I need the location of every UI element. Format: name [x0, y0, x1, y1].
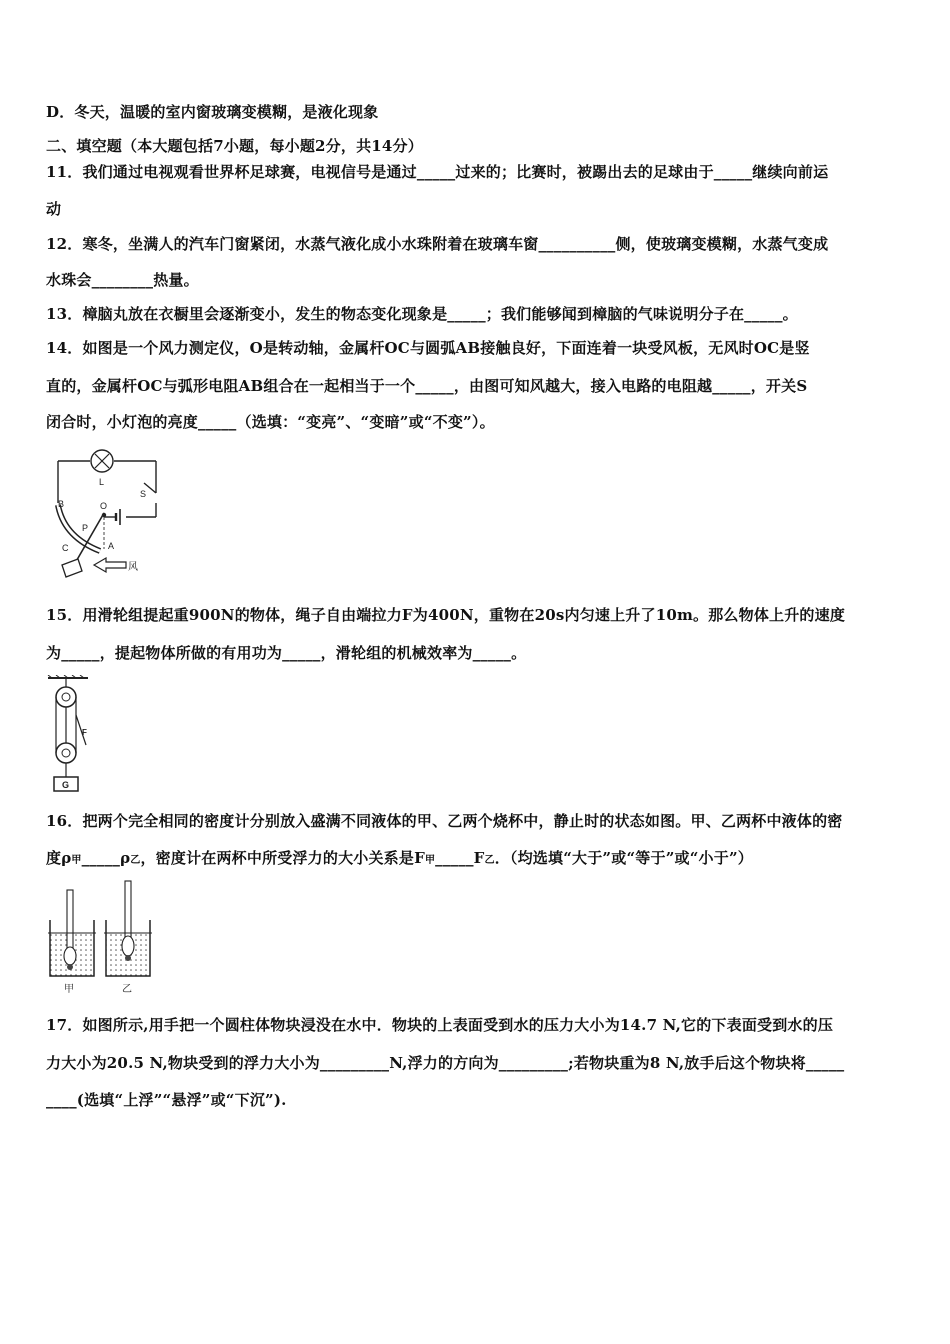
question-11-line-2: 动 [46, 200, 62, 218]
switch-label: S [140, 489, 147, 499]
question-11-line-1: 11．我们通过电视观看世界杯足球赛，电视信号是通过_____过来的；比赛时，被踢出去的足球由于_____继续向前运 [46, 163, 829, 181]
point-c-label: C [62, 543, 69, 553]
option-d: D．冬天，温暖的室内窗玻璃变模糊，是液化现象 [46, 103, 379, 121]
question-17-line-2: 力大小为20.5 N,物块受到的浮力大小为_________N,浮力的方向为_________;若物块重为8 N,放手后这个物块将_____ [46, 1054, 845, 1072]
point-o-label: O [100, 501, 108, 511]
question-16-line-2: 度ρ甲_____ρ乙，密度计在两杯中所受浮力的大小关系是F甲_____F乙．（均选填“大于”或“等于”或“小于”） [46, 849, 753, 867]
wind-meter-figure [44, 445, 166, 585]
question-14-line-2: 直的，金属杆OC与弧形电阻AB组合在一起相当于一个_____，由图可知风越大，接入电路的电阻越_____，开关S [46, 377, 808, 395]
point-b-label: B [58, 499, 65, 509]
hydrometer-right [125, 881, 131, 939]
beaker-right-label: 乙 [122, 984, 132, 995]
lamp-label: L [99, 477, 105, 487]
point-p-label: P [82, 523, 89, 533]
question-15-line-1: 15．用滑轮组提起重900N的物体，绳子自由端拉力F为400N，重物在20s内匀速上升了10m。那么物体上升的速度 [46, 606, 846, 624]
section-heading: 二、填空题（本大题包括7小题，每小题2分，共14分） [46, 137, 423, 155]
beaker-left-label: 甲 [64, 984, 74, 995]
question-14-line-3: 闭合时，小灯泡的亮度_____（选填：“变亮”、“变暗”或“不变”）。 [46, 413, 495, 431]
question-15-line-2: 为_____，提起物体所做的有用功为_____，滑轮组的机械效率为_____。 [46, 644, 527, 662]
force-label: F [82, 728, 87, 737]
question-12-line-1: 12．寒冬，坐满人的汽车门窗紧闭，水蒸气液化成小水珠附着在玻璃车窗__________侧，使玻璃变模糊，水蒸气变成 [46, 235, 829, 253]
question-16-line-1: 16．把两个完全相同的密度计分别放入盛满不同液体的甲、乙两个烧杯中，静止时的状态如图。甲、乙两杯中液体的密 [46, 812, 843, 830]
pulley-figure [44, 675, 96, 797]
question-17-line-3: ____(选填“上浮”“悬浮”或“下沉”). [46, 1091, 287, 1109]
hydrometer-left [67, 890, 73, 950]
question-12-line-2: 水珠会________热量。 [46, 271, 199, 289]
question-17-line-1: 17．如图所示,用手把一个圆柱体物块浸没在水中．物块的上表面受到水的压力大小为14.7 N,它的下表面受到水的压 [46, 1016, 834, 1034]
question-13: 13．樟脑丸放在衣橱里会逐渐变小，发生的物态变化现象是_____；我们能够闻到樟脑的气味说明分子在_____。 [46, 305, 798, 323]
beakers-figure [44, 878, 156, 998]
wind-label: 风 [128, 562, 138, 573]
weight-label: G [62, 780, 70, 790]
point-a-label: A [108, 541, 115, 551]
question-14-line-1: 14．如图是一个风力测定仪，O是转动轴，金属杆OC与圆弧AB接触良好，下面连着一块受风板，无风时OC是竖 [46, 339, 810, 357]
